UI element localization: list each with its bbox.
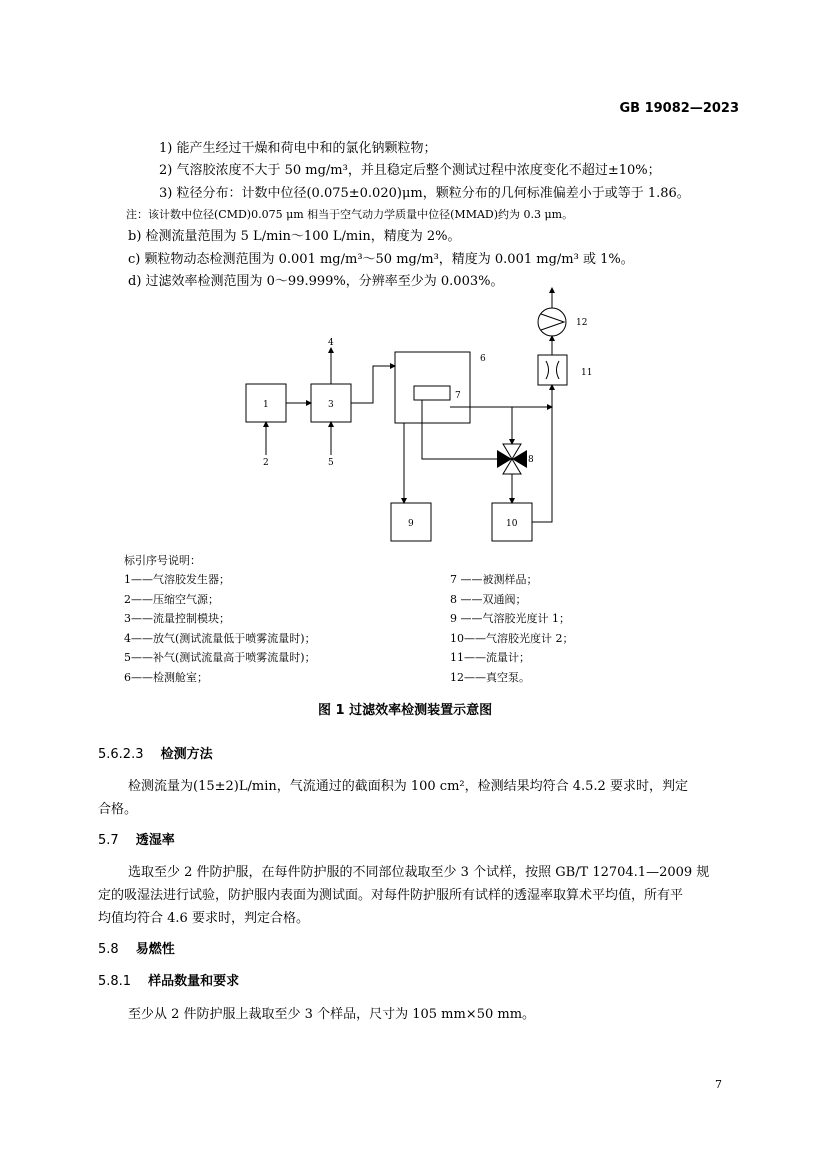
legend-left-5: 5——补气(测试流量高于喷雾流量时)； xyxy=(124,651,316,664)
legend-left-3: 3——流量控制模块； xyxy=(124,612,230,625)
figure-caption: 图 1 过滤效率检测装置示意图 xyxy=(318,703,493,718)
apparatus-diagram xyxy=(0,0,827,560)
label-11: 11 xyxy=(581,368,593,378)
label-6: 6 xyxy=(480,354,486,364)
legend-right-5: 11——流量计； xyxy=(450,651,530,664)
section-title: 易燃性 xyxy=(135,942,175,957)
label-10: 10 xyxy=(506,519,518,529)
section-title: 检测方法 xyxy=(160,747,213,762)
legend-right-1: 7 ——被测样品； xyxy=(450,573,538,586)
label-7: 7 xyxy=(455,391,461,401)
label-1: 1 xyxy=(263,400,269,410)
legend-title: 标引序号说明： xyxy=(124,554,201,567)
standard-number: GB 19082—2023 xyxy=(619,101,739,116)
paragraph-line: 检测流量为(15±2)L/min，气流通过的截面积为 100 cm²，检测结果均符合 4.5.2 要求时，判定 xyxy=(128,779,688,794)
label-12: 12 xyxy=(576,318,588,328)
valve-8 xyxy=(497,444,527,474)
legend-right-2: 8 ——双通阀； xyxy=(450,593,527,606)
section-number: 5.8.1 xyxy=(98,974,132,989)
legend-right-6: 12——真空泵。 xyxy=(450,671,530,684)
pump-12 xyxy=(538,308,566,336)
legend-right-4: 10——气溶胶光度计 2； xyxy=(450,632,574,645)
section-5-7-heading xyxy=(98,829,175,848)
section-title: 透湿率 xyxy=(135,833,175,848)
sample-7 xyxy=(414,386,450,400)
list-item-2: 2) 气溶胶浓度不大于 50 mg/m³，并且稳定后整个测试过程中浓度变化不超过±10%； xyxy=(159,163,661,178)
label-2: 2 xyxy=(263,458,269,468)
legend-left-2: 2——压缩空气源； xyxy=(124,593,219,606)
paragraph-line: 定的吸湿法进行试验，防护服内表面为测试面。对每件防护服所有试样的透湿率取算术平均值，所有平 xyxy=(98,888,684,903)
legend-left-6: 6——检测舱室； xyxy=(124,671,208,684)
section-title: 样品数量和要求 xyxy=(148,974,240,989)
section-5-8-1-heading xyxy=(98,970,239,989)
section-number: 5.7 xyxy=(98,833,119,848)
flowmeter-11 xyxy=(538,355,567,385)
label-4: 4 xyxy=(328,338,334,348)
section-number: 5.6.2.3 xyxy=(98,747,144,762)
label-8: 8 xyxy=(528,455,534,465)
label-9: 9 xyxy=(408,519,414,529)
paragraph-line: 至少从 2 件防护服上裁取至少 3 个样品，尺寸为 105 mm×50 mm。 xyxy=(128,1007,536,1022)
section-5-8-heading xyxy=(98,938,175,957)
page-number: 7 xyxy=(715,1078,722,1091)
spec-item-d: d) 过滤效率检测范围为 0～99.999%，分辨率至少为 0.003%。 xyxy=(128,274,504,289)
section-number: 5.8 xyxy=(98,942,119,957)
note: 注：该计数中位径(CMD)0.075 μm 相当于空气动力学质量中位径(MMAD)约为 0.3 μm。 xyxy=(126,208,574,221)
paragraph-line: 合格。 xyxy=(98,802,138,817)
legend-left-4: 4——放气(测试流量低于喷雾流量时)； xyxy=(124,632,316,645)
legend-left-1: 1——气溶胶发生器； xyxy=(124,573,230,586)
list-item-1: 1) 能产生经过干燥和荷电中和的氯化钠颗粒物； xyxy=(159,141,437,156)
label-3: 3 xyxy=(328,400,334,410)
chamber-6 xyxy=(395,352,470,423)
spec-item-c: c) 颗粒物动态检测范围为 0.001 mg/m³～50 mg/m³，精度为 0.001 mg/m³ 或 1%。 xyxy=(128,252,634,267)
list-item-3: 3) 粒径分布：计数中位径(0.075±0.020)μm，颗粒分布的几何标准偏差小于或等于 1.86。 xyxy=(159,186,690,201)
label-5: 5 xyxy=(328,458,334,468)
paragraph-line: 均值均符合 4.6 要求时，判定合格。 xyxy=(98,911,309,926)
section-5-6-2-3-heading xyxy=(98,743,213,762)
spec-item-b: b) 检测流量范围为 5 L/min～100 L/min，精度为 2%。 xyxy=(128,229,461,244)
legend-right-3: 9 ——气溶胶光度计 1； xyxy=(450,612,570,625)
paragraph-line: 选取至少 2 件防护服，在每件防护服的不同部位裁取至少 3 个试样，按照 GB/T 12704.1—2009 规 xyxy=(128,865,710,880)
